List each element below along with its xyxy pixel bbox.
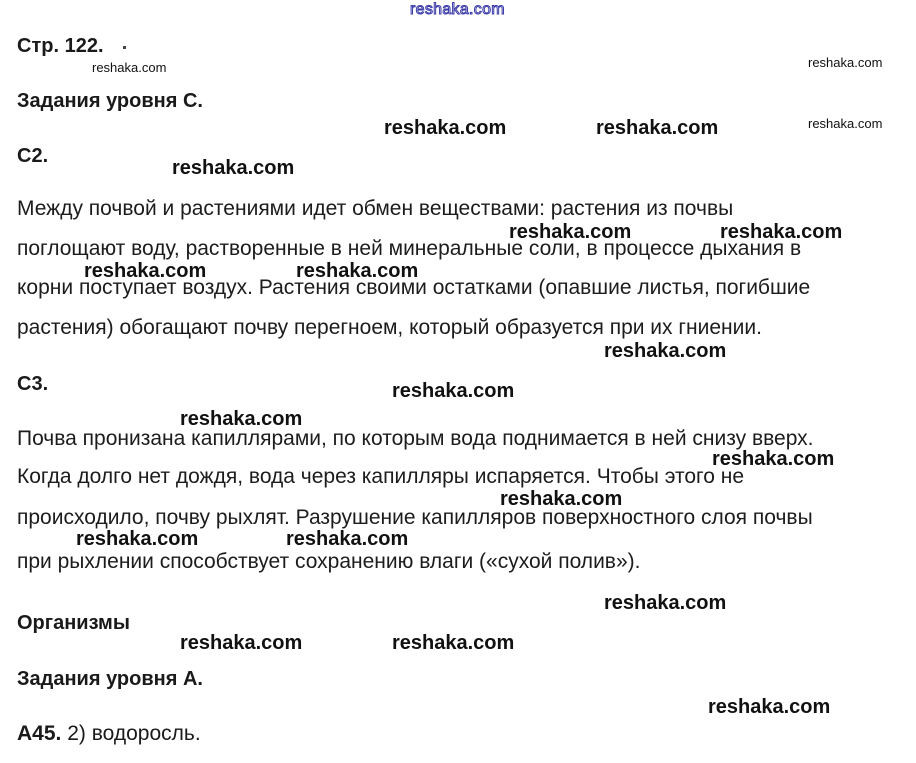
task-c3-line: Когда долго нет дождя, вода через капилляры испаряется. Чтобы этого не [17, 465, 745, 488]
watermark: reshaka.com [172, 157, 295, 179]
watermark-small: reshaka.com [92, 60, 167, 75]
task-a45-label: А45. [17, 722, 62, 745]
watermark: reshaka.com [500, 488, 623, 510]
watermark: reshaka.com [180, 408, 303, 430]
watermark: reshaka.com [76, 528, 199, 550]
task-c2-line: растения) обогащают почву перегноем, который образуется при их гниении. [17, 316, 762, 339]
task-c3-line: Почва пронизана капиллярами, по которым вода поднимается в ней снизу вверх. [17, 427, 814, 450]
watermark: reshaka.com [596, 117, 719, 139]
watermark: reshaka.com [392, 632, 515, 654]
watermark: reshaka.com [708, 696, 831, 718]
stray-dot [123, 46, 126, 49]
watermark: reshaka.com [180, 632, 303, 654]
watermark-small: reshaka.com [808, 116, 883, 131]
task-a45-text: 2) водоросль. [61, 722, 201, 745]
watermark: reshaka.com [384, 117, 507, 139]
watermark-small: reshaka.com [808, 55, 883, 70]
task-c3-line: происходило, почву рыхлят. Разрушение капилляров поверхностного слоя почвы [17, 506, 813, 529]
section-c-title: Задания уровня С. [17, 90, 203, 112]
task-c2-label: С2. [17, 145, 49, 167]
watermark: reshaka.com [286, 528, 409, 550]
task-c3-line: при рыхлении способствует сохранению влаги («сухой полив»). [17, 550, 641, 573]
task-c2-line: поглощают воду, растворенные в ней минеральные соли, в процессе дыхания в [17, 237, 802, 260]
watermark: reshaka.com [509, 221, 632, 243]
task-c2-line: Между почвой и растениями идет обмен веществами: растения из почвы [17, 197, 734, 220]
watermark: reshaka.com [296, 260, 419, 282]
watermark: reshaka.com [720, 221, 843, 243]
task-c3-label: С3. [17, 373, 49, 395]
page-number-label: Стр. 122. [17, 35, 104, 57]
task-c2-line: корни поступает воздух. Растения своими остатками (опавшие листья, погибшие [17, 276, 811, 299]
level-a-title: Задания уровня А. [17, 668, 203, 690]
top-watermark: reshaka.com [410, 1, 505, 18]
watermark: reshaka.com [712, 448, 835, 470]
organisms-title: Организмы [17, 612, 130, 634]
watermark: reshaka.com [84, 260, 207, 282]
watermark: reshaka.com [604, 340, 727, 362]
watermark: reshaka.com [604, 592, 727, 614]
task-a45-answer [17, 722, 201, 746]
watermark: reshaka.com [392, 380, 515, 402]
